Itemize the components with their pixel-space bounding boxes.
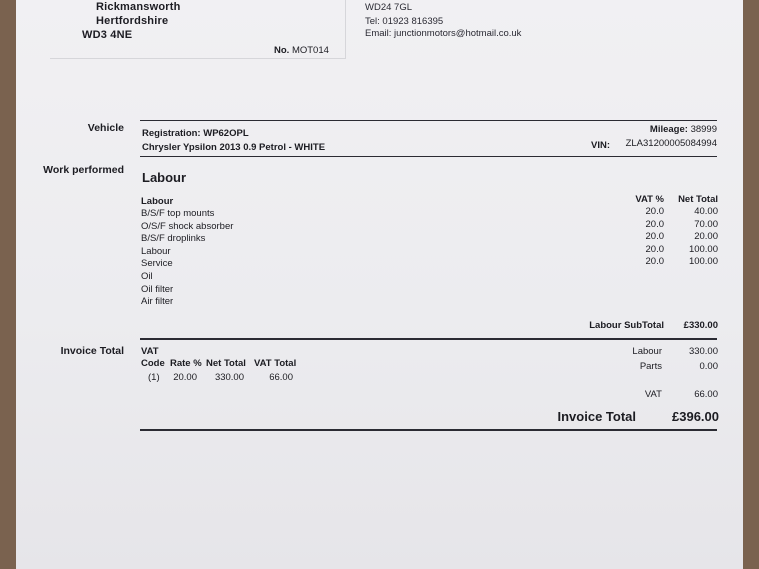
vat-row-vat: 66.00 xyxy=(269,372,293,383)
item-net: 100.00 xyxy=(688,243,718,255)
vat-row-net: 330.00 xyxy=(214,372,244,383)
work-col-vat: VAT % xyxy=(635,194,664,205)
vat-heading: VAT xyxy=(141,346,159,357)
work-heading: Labour xyxy=(142,170,187,185)
subtotal-rule xyxy=(140,338,717,340)
invoice-page xyxy=(16,0,743,569)
list-item: B/S/F droplinks xyxy=(141,233,206,245)
mileage-label: Mileage: xyxy=(649,124,688,135)
vat-col-net: Net Total xyxy=(206,358,246,369)
invoice-number-value: MOT014 xyxy=(291,45,329,56)
labour-subtotal-label: Labour SubTotal xyxy=(589,320,664,331)
customer-address-line3: WD3 4NE xyxy=(82,29,133,41)
item-net: 40.00 xyxy=(694,206,718,217)
invoice-number-label: No. xyxy=(274,45,290,56)
item-vat: 20.0 xyxy=(645,231,664,243)
list-item: Service xyxy=(141,258,173,270)
item-vat: 20.0 xyxy=(645,218,664,230)
item-net: 70.00 xyxy=(694,218,718,230)
vehicle-rule xyxy=(140,156,717,157)
invoice-total-rule xyxy=(140,429,717,431)
invoice-total-value: £396.00 xyxy=(672,409,719,424)
business-postcode: WD24 7GL xyxy=(365,2,412,13)
vat-col-code: Code xyxy=(141,358,165,369)
list-item: B/S/F top mounts xyxy=(141,208,215,219)
vat-total-label: VAT xyxy=(644,389,662,400)
vat-col-rate: Rate % xyxy=(170,358,202,369)
business-tel: Tel: 01923 816395 xyxy=(365,16,444,27)
work-section-label: Work performed xyxy=(43,164,124,176)
business-email: Email: junctionmotors@hotmail.co.uk xyxy=(365,28,522,39)
vat-col-vat: VAT Total xyxy=(254,358,297,369)
work-col-net: Net Total xyxy=(678,194,718,205)
work-items-list xyxy=(141,208,233,309)
mileage-value: 38999 xyxy=(690,124,717,135)
list-item: Oil filter xyxy=(141,283,174,295)
parts-total-value: 0.00 xyxy=(699,361,718,372)
vin-value: ZLA31200005084994 xyxy=(625,138,717,149)
list-item: Oil xyxy=(141,270,153,282)
vat-row-rate: 20.00 xyxy=(173,372,197,383)
vehicle-description: Chrysler Ypsilon 2013 0.9 Petrol - WHITE xyxy=(142,142,326,153)
header-box-divider xyxy=(345,0,346,59)
work-vat-column xyxy=(626,206,664,269)
labour-total-value: 330.00 xyxy=(688,346,718,357)
list-item: O/S/F shock absorber xyxy=(141,220,234,232)
work-net-column xyxy=(666,206,718,269)
list-item: Air filter xyxy=(141,296,174,308)
vehicle-mileage xyxy=(650,124,717,135)
header-box-edge xyxy=(50,58,345,59)
vat-row-code: (1) xyxy=(148,372,160,383)
vehicle-registration: Registration: WP62OPL xyxy=(142,128,249,139)
work-col-item: Labour xyxy=(141,196,174,207)
totals-section-label: Invoice Total xyxy=(60,345,124,357)
customer-address-line1: Rickmansworth xyxy=(96,1,181,13)
item-vat: 20.0 xyxy=(645,206,664,217)
top-rule xyxy=(140,120,717,121)
vat-total-value: 66.00 xyxy=(694,389,718,400)
invoice-number xyxy=(274,45,329,56)
item-vat: 20.0 xyxy=(645,243,664,255)
vin-label: VIN: xyxy=(591,140,610,151)
parts-total-label: Parts xyxy=(639,361,662,372)
list-item: Labour xyxy=(141,245,171,257)
item-net: 100.00 xyxy=(688,256,718,268)
labour-total-label: Labour xyxy=(632,346,662,357)
vehicle-section-label: Vehicle xyxy=(87,122,124,134)
labour-subtotal-value: £330.00 xyxy=(683,320,718,331)
customer-address-line2: Hertfordshire xyxy=(96,15,169,27)
item-vat: 20.0 xyxy=(645,256,664,268)
item-net: 20.00 xyxy=(694,231,718,243)
invoice-total-label: Invoice Total xyxy=(557,409,636,424)
